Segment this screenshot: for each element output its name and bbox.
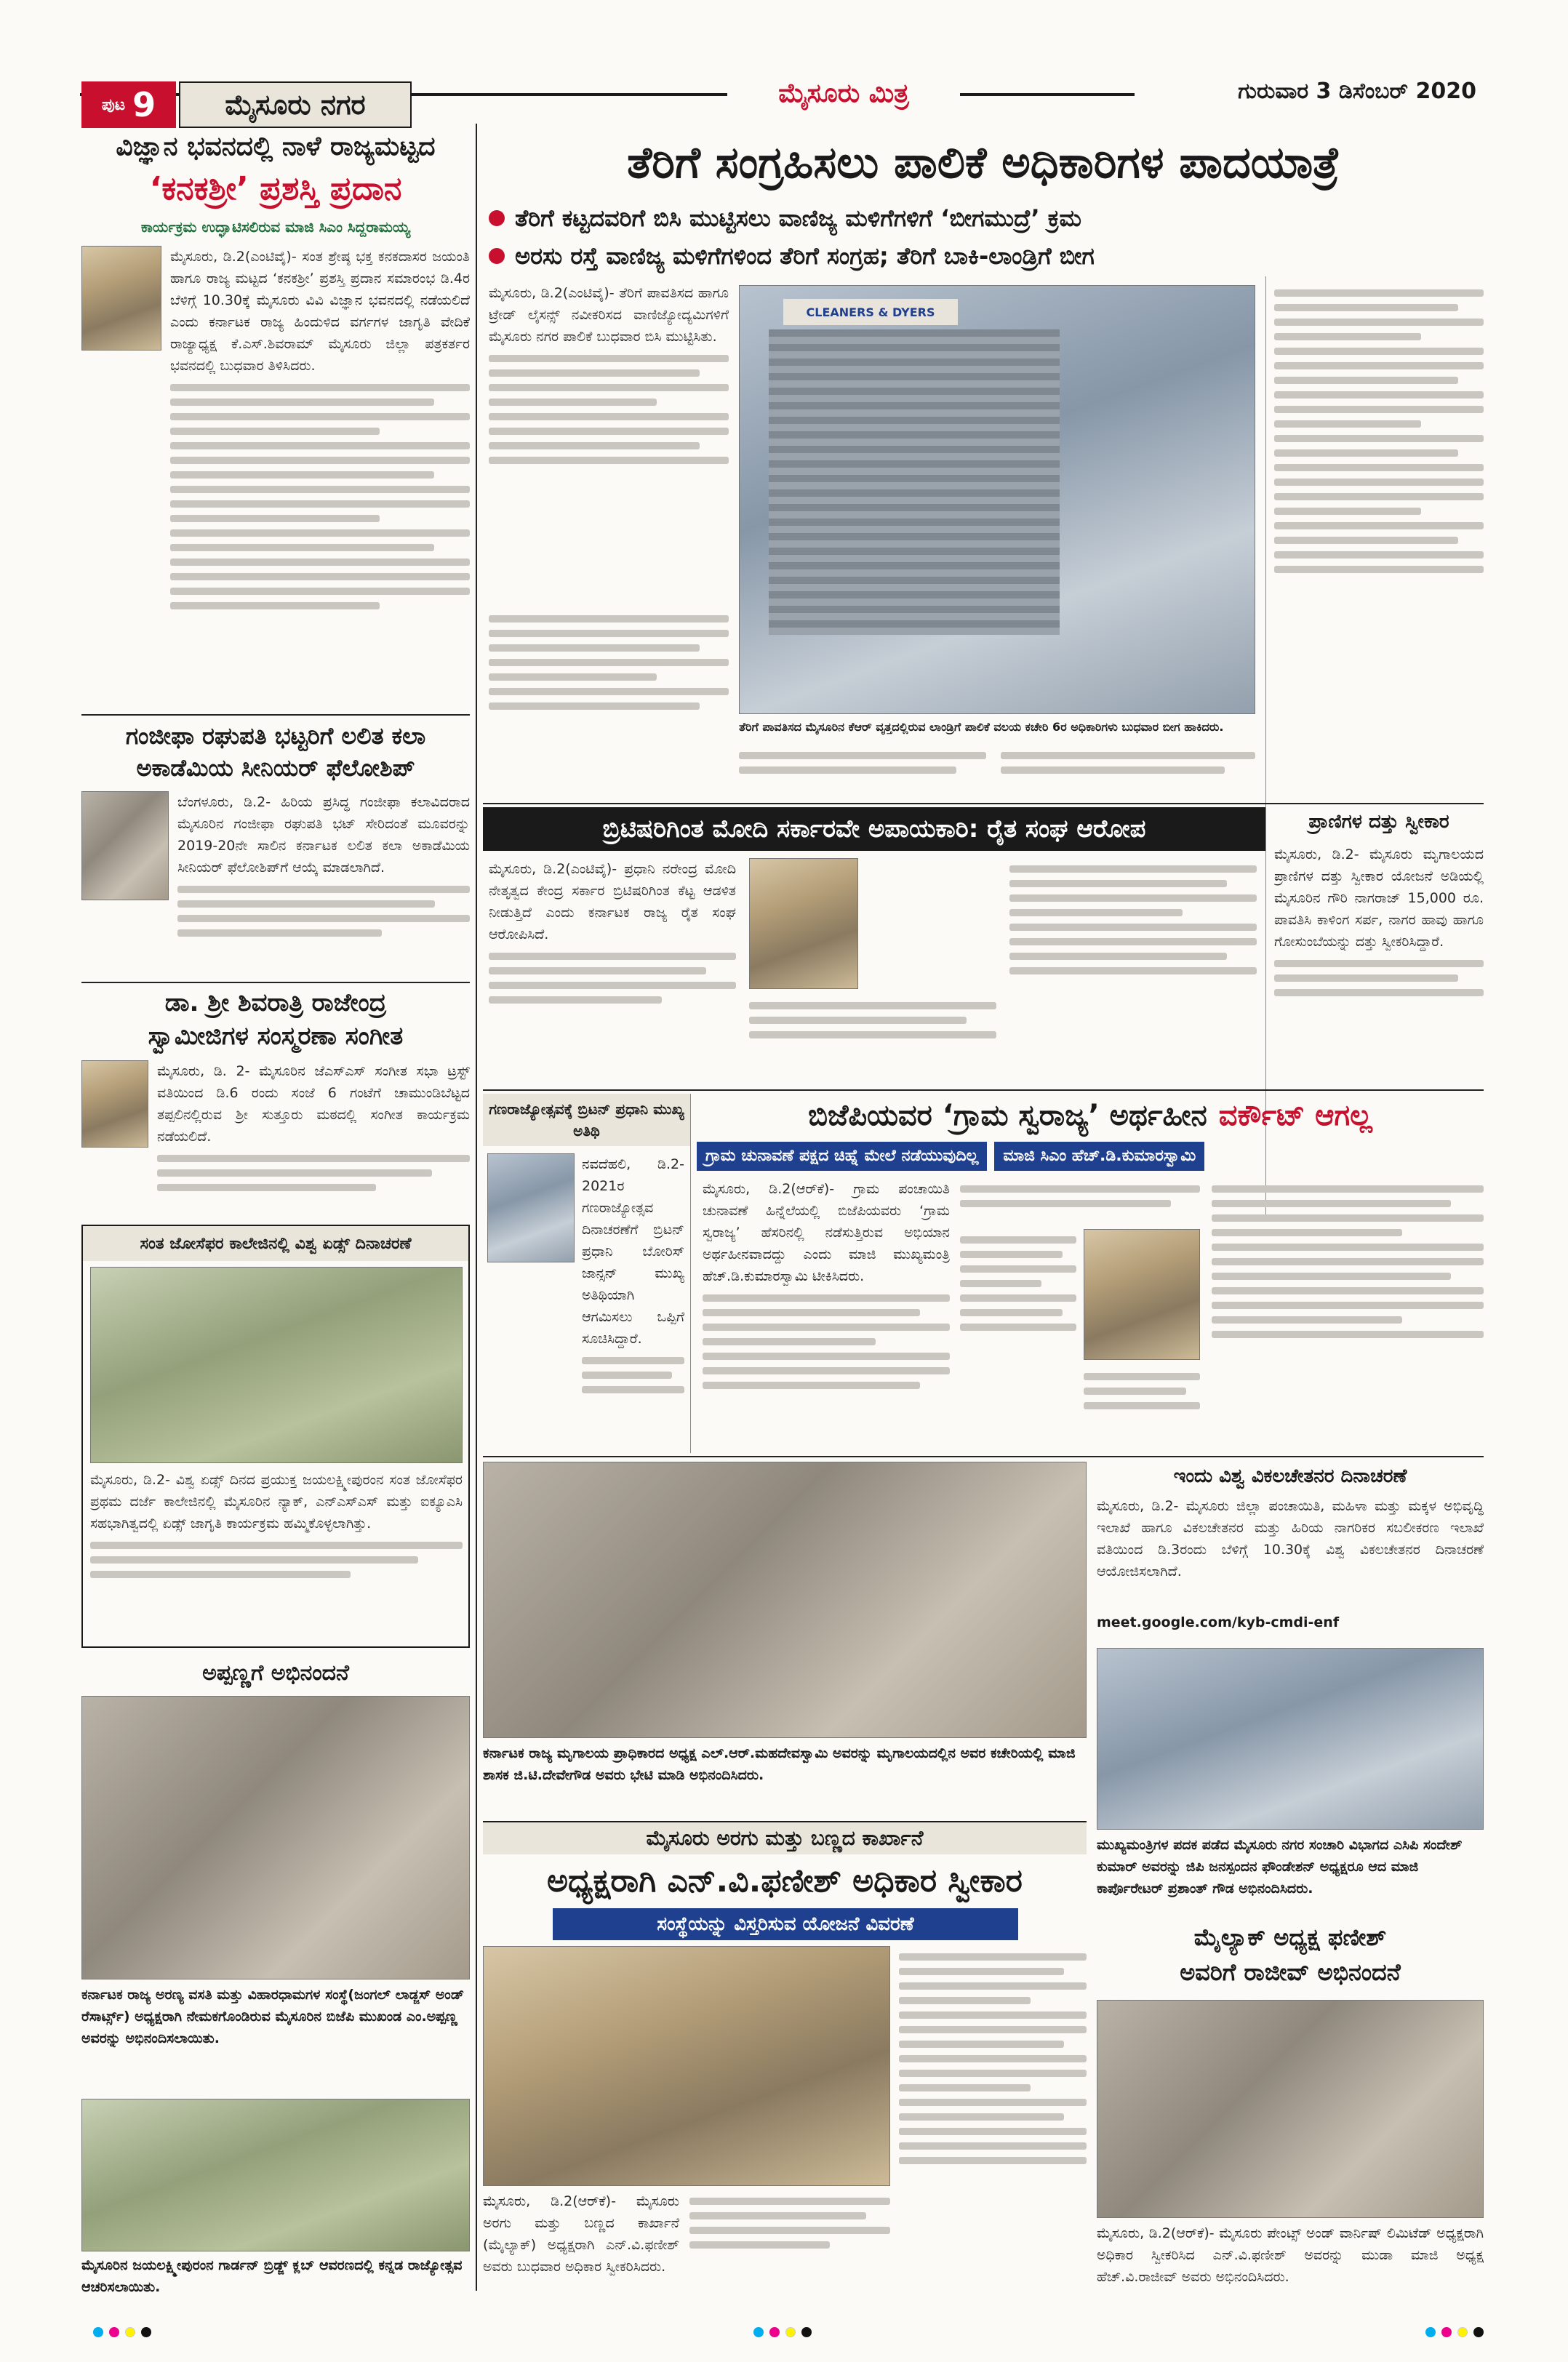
bullet-dot-icon (489, 248, 505, 264)
boris-body (582, 1153, 690, 1437)
sandesh-kumar-caption (1097, 1834, 1484, 1914)
lead-body-col4 (1001, 745, 1255, 803)
story-divider (483, 803, 1484, 804)
sandesh-kumar-photo (1097, 1648, 1484, 1830)
lead-headline (483, 128, 1484, 198)
bullet-dot-icon (489, 210, 505, 226)
aids-day-headline-bar (83, 1226, 468, 1261)
kumaraswamy-photo (1084, 1229, 1200, 1360)
gram-headline-red: ವರ್ಕೌಟ್ ಆಗಲ್ಲ (1218, 1099, 1372, 1132)
story-divider (483, 1089, 1484, 1091)
lead-bullet-1-text: ತೆರಿಗೆ ಕಟ್ಟದವರಿಗೆ ಬಿಸಿ ಮುಟ್ಟಿಸಲು ವಾಣಿಜ್ಯ ಮಳಿಗೆಗಳಿಗೆ ‘ಬೀಗಮುದ್ರೆ’ ಕ್ರಮ (515, 204, 1081, 232)
ganjifa-dateline: ಬೆಂಗಳೂರು, ಡಿ.2- ಹಿರಿಯ ಪ್ರಸಿದ್ಧ ಗಂಜೀಫಾ ಕಲಾವಿದರಾದ ಮೈಸೂರಿನ ಗಂಜೀಫಾ ರಘುಪತಿ ಭಟ್ ಸೇರಿದಂತೆ ಮೂವರನ್ನು 2019-20ನೇ ಸಾಲಿನ ಕರ್ನಾಟಕ ಲಲಿತ ಕಲಾ ಅಕಾಡೆಮಿಯ ಸೀನಿಯರ್ ಫೆಲೋಶಿಪ್‌ಗೆ ಆಯ್ಕೆ ಮಾಡಲಾಗಿದೆ. (177, 794, 470, 876)
farmers-headline: ಬ್ರಿಟಿಷರಿಗಿಂತ ಮೋದಿ ಸರ್ಕಾರವೇ ಅಪಾಯಕಾರಿ: ರೈತ ಸಂಘ ಆರೋಪ (602, 814, 1146, 844)
gram-body-col1 (703, 1178, 950, 1447)
mylac-body (1097, 2222, 1484, 2298)
registration-mark (109, 2327, 119, 2337)
registration-mark (1473, 2327, 1484, 2337)
raghupathi-bhat-photo (81, 791, 169, 900)
shop-sign-text: CLEANERS & DYERS (806, 305, 935, 319)
lead-bullet-1 (489, 201, 1484, 236)
swamiji-photo (81, 1060, 148, 1148)
ganjifa-body (177, 791, 470, 973)
zoo-authority-caption (483, 1742, 1087, 1815)
zoo-adoption-article (1274, 807, 1484, 1084)
mylac-article-head (1097, 1920, 1484, 1993)
mylac-headline: ಅವರಿಗೆ ರಾಜೀವ್ ಅಭಿನಂದನೆ (1180, 1958, 1401, 1986)
laundry-lock-caption (739, 717, 1255, 740)
lead-body-col2 (489, 608, 729, 797)
phanish-kicker: ಮೈಸೂರು ಅರಗು ಮತ್ತು ಬಣ್ಣದ ಕಾರ್ಖಾನೆ (646, 1826, 924, 1850)
gram-body-col2c (1084, 1366, 1200, 1447)
mylac-felicitation-photo (1097, 2000, 1484, 2218)
lead-bullet-2 (489, 239, 1484, 273)
gram-pill-1 (697, 1142, 987, 1171)
phanish-office-photo (483, 1946, 890, 2186)
gram-dateline: ಮೈಸೂರು, ಡಿ.2(ಆರ್‌ಕೆ)- ಗ್ರಾಮ ಪಂಚಾಯಿತಿ ಚುನಾವಣೆ ಹಿನ್ನೆಲೆಯಲ್ಲಿ ಬಿಜೆಪಿಯವರು ‘ಗ್ರಾಮ ಸ್ವರಾಜ್ಯ’ ಹೆಸರಿನಲ್ಲಿ ನಡೆಸುತ್ತಿರುವ ಅಭಿಯಾನ ಅರ್ಥಹೀನವಾದದ್ದು ಎಂದು ಮಾಜಿ ಮುಖ್ಯಮಂತ್ರಿ ಹೆಚ್.ಡಿ.ಕುಮಾರಸ್ವಾಮಿ ಟೀಕಿಸಿದರು. (703, 1181, 950, 1284)
phanish-subhead: ಸಂಸ್ಥೆಯನ್ನು ವಿಸ್ತರಿಸುವ ಯೋಜನೆ ವಿವರಣೆ (657, 1913, 914, 1935)
zoo-adoption-headline: ಪ್ರಾಣಿಗಳ ದತ್ತು ಸ್ವೀಕಾರ (1308, 811, 1449, 833)
ganjifa-kicker: ಗಂಜೀಫಾ ರಘುಪತಿ ಭಟ್ಟರಿಗೆ ಲಲಿತ ಕಲಾ (125, 722, 426, 750)
gram-pills (697, 1142, 1484, 1171)
sandesh-kumar-caption-text: ಮುಖ್ಯಮಂತ್ರಿಗಳ ಪದಕ ಪಡೆದ ಮೈಸೂರು ನಗರ ಸಂಚಾರಿ ವಿಭಾಗದ ಎಸಿಪಿ ಸಂದೇಶ್ ಕುಮಾರ್ ಅವರನ್ನು ಜಿಪಿ ಜನಸ್ಪಂದನ ಫೌಂಡೇಶನ್ ಅಧ್ಯಕ್ಷರೂ ಆದ ಮಾಜಿ ಕಾರ್ಪೊರೇಟರ್ ಪ್ರಶಾಂತ್ ಗೌಡ ಅಭಿನಂದಿಸಿದರು. (1097, 1837, 1463, 1897)
registration-mark (1425, 2327, 1436, 2337)
farmers-headline-bar (483, 807, 1265, 851)
lead-headline-text: ತೆರಿಗೆ ಸಂಗ್ರಹಿಸಲು ಪಾಲಿಕೆ ಅಧಿಕಾರಿಗಳ ಪಾದಯಾತ್ರೆ (627, 137, 1340, 188)
aids-day-headline: ಸಂತ ಜೋಸೆಫರ ಕಾಲೇಜಿನಲ್ಲಿ ವಿಶ್ವ ಏಡ್ಸ್ ದಿನಾಚರಣೆ (140, 1234, 412, 1253)
boris-text: ನವದೆಹಲಿ, ಡಿ.2- 2021ರ ಗಣರಾಜ್ಯೋತ್ಸವ ದಿನಾಚರಣೆಗೆ ಬ್ರಿಟನ್ ಪ್ರಧಾನಿ ಬೋರಿಸ್ ಜಾನ್ಸನ್ ಮುಖ್ಯ ಅತಿಥಿಯಾಗಿ ಆಗಮಿಸಲು ಒಪ್ಪಿಗೆ ಸೂಚಿಸಿದ್ದಾರೆ. (582, 1156, 684, 1347)
garden-club-caption-text: ಮೈಸೂರಿನ ಜಯಲಕ್ಷ್ಮೀಪುರಂನ ಗಾರ್ಡನ್ ಬ್ರಿಡ್ಜ್ ಕ್ಲಬ್ ಆವರಣದಲ್ಲಿ ಕನ್ನಡ ರಾಜ್ಯೋತ್ಸವ ಆಚರಿಸಲಾಯಿತು. (81, 2257, 463, 2295)
mylac-kicker: ಮೈಲ್ಯಾಕ್ ಅಧ್ಯಕ್ಷ ಫಣೀಶ್ (1193, 1923, 1387, 1951)
shop-shutter (769, 329, 1060, 635)
registration-mark (753, 2327, 764, 2337)
issue-date-text: ಗುರುವಾರ 3 ಡಿಸೆಂಬರ್ 2020 (1238, 79, 1476, 104)
zoo-adoption-body (1274, 844, 1484, 1076)
kanakashri-kicker: ವಿಜ್ಞಾನ ಭವನದಲ್ಲಿ ನಾಳೆ ರಾಜ್ಯಮಟ್ಟದ (116, 132, 436, 161)
paper-name (727, 79, 960, 122)
phanish-headline: ಅಧ್ಯಕ್ಷರಾಗಿ ಎನ್.ವಿ.ಫಣೀಶ್ ಅಧಿಕಾರ ಸ್ವೀಕಾರ (547, 1862, 1023, 1899)
appanna-headline-bar (81, 1655, 470, 1690)
aids-day-body (90, 1469, 463, 1644)
phanish-kicker-bar (483, 1821, 1087, 1854)
meet-link[interactable] (1097, 1612, 1484, 1633)
gram-headline-black: ಬಿಜೆಪಿಯವರ ‘ಗ್ರಾಮ ಸ್ವರಾಜ್ಯ’ ಅರ್ಥಹೀನ (808, 1099, 1207, 1132)
laundry-lock-photo (739, 285, 1255, 714)
page-number: 9 (132, 85, 156, 124)
kanakashri-body (170, 246, 470, 711)
meet-link-text[interactable]: meet.google.com/kyb-cmdi-enf (1097, 1614, 1340, 1630)
phanish-body-col3 (899, 1946, 1087, 2298)
gram-body-col3 (1212, 1178, 1484, 1447)
section-label (179, 81, 412, 128)
mylac-text: ಮೈಸೂರು, ಡಿ.2(ಆರ್‌ಕೆ)- ಮೈಸೂರು ಪೇಂಟ್ಸ್ ಅಂಡ್ ವಾರ್ನಿಷ್ ಲಿಮಿಟೆಡ್ ಅಧ್ಯಕ್ಷರಾಗಿ ಅಧಿಕಾರ ಸ್ವೀಕರಿಸಿದ ಎನ್.ವಿ.ಫಣೀಶ್ ಅವರನ್ನು ಮುಡಾ ಮಾಜಿ ಅಧ್ಯಕ್ಷ ಹೆಚ್.ವಿ.ರಾಜೀವ್ ಅವರು ಅಭಿನಂದಿಸಿದರು. (1097, 2225, 1484, 2285)
garden-club-caption (81, 2254, 470, 2298)
farmers-body-col1 (489, 858, 736, 1084)
aids-day-photo (90, 1267, 463, 1463)
gram-pill-2-text: ಮಾಜಿ ಸಿಎಂ ಹೆಚ್.ಡಿ.ಕುಮಾರಸ್ವಾಮಿ (1003, 1147, 1196, 1165)
disability-day-headline: ಇಂದು ವಿಶ್ವ ವಿಕಲಚೇತನರ ದಿನಾಚರಣೆ (1173, 1465, 1407, 1487)
lead-body-right (1274, 282, 1484, 791)
shivaratri-body (157, 1060, 470, 1213)
gram-pill-2 (994, 1142, 1204, 1171)
zoo-authority-photo (483, 1462, 1087, 1738)
phanish-dateline: ಮೈಸೂರು, ಡಿ.2(ಆರ್‌ಕೆ)- ಮೈಸೂರು ಅರಗು ಮತ್ತು ಬಣ್ಣದ ಕಾರ್ಖಾನೆ (ಮೈಲ್ಯಾಕ್) ಅಧ್ಯಕ್ಷರಾಗಿ ಎನ್.ವಿ.ಫಣೀಶ್ ಅವರು ಬುಧವಾರ ಅಧಿಕಾರ ಸ್ವೀಕರಿಸಿದರು. (483, 2193, 679, 2275)
lead-dateline: ಮೈಸೂರು, ಡಿ.2(ಎಂಟಿವೈ)- ತೆರಿಗೆ ಪಾವತಿಸದ ಹಾಗೂ ಟ್ರೇಡ್ ಲೈಸನ್ಸ್ ನವೀಕರಿಸದ ವಾಣಿಜ್ಯೋದ್ಯಮಿಗಳಿಗೆ ಮೈಸೂರು ನಗರ ಪಾಲಿಕೆ ಬುಧವಾರ ಬಿಸಿ ಮುಟ್ಟಿಸಿತು. (489, 285, 729, 345)
kanakashri-article (81, 129, 470, 708)
gram-pill-1-text: ಗ್ರಾಮ ಚುನಾವಣೆ ಪಕ್ಷದ ಚಿಹ್ನೆ ಮೇಲೆ ನಡೆಯುವುದಿಲ್ಲ (705, 1147, 979, 1165)
ganjifa-article (81, 720, 470, 974)
disability-day-body (1097, 1495, 1484, 1612)
gram-headline (697, 1094, 1484, 1137)
shop-signboard (783, 299, 958, 325)
phanish-body-col1 (483, 2190, 679, 2298)
disability-day-text: ಮೈಸೂರು, ಡಿ.2- ಮೈಸೂರು ಜಿಲ್ಲಾ ಪಂಚಾಯಿತಿ, ಮಹಿಳಾ ಮತ್ತು ಮಕ್ಕಳ ಅಭಿವೃದ್ಧಿ ಇಲಾಖೆ ಹಾಗೂ ವಿಕಲಚೇತನರ ಮತ್ತು ಹಿರಿಯ ನಾಗರಿಕರ ಸಬಲೀಕರಣ ಇಲಾಖೆ ವತಿಯಿಂದ ಡಿ.3ರಂದು ಬೆಳಿಗ್ಗೆ 10.30ಕ್ಕೆ ವಿಶ್ವ ವಿಕಲಚೇತನರ ದಿನಾಚರಣೆ ಆಯೋಜಿಸಲಾಗಿದೆ. (1097, 1498, 1484, 1580)
page-number-badge (81, 81, 176, 128)
ganjifa-headline: ಅಕಾಡೆಮಿಯ ಸೀನಿಯರ್ ಫೆಲೋಶಿಪ್ (136, 754, 415, 782)
appanna-photo (81, 1696, 470, 1979)
garden-club-photo (81, 2099, 470, 2251)
column-divider (1265, 276, 1266, 1214)
phanish-body-col2 (689, 2190, 890, 2298)
registration-mark (125, 2327, 135, 2337)
siddaramaiah-photo (81, 246, 161, 351)
shivaratri-kicker: ಡಾ. ಶ್ರೀ ಶಿವರಾತ್ರಿ ರಾಜೇಂದ್ರ (164, 988, 387, 1017)
phanish-headline-wrap (483, 1857, 1087, 1905)
registration-mark (93, 2327, 103, 2337)
shivaratri-article (81, 986, 470, 1219)
zoo-authority-caption-text: ಕರ್ನಾಟಕ ರಾಜ್ಯ ಮೃಗಾಲಯ ಪ್ರಾಧಿಕಾರದ ಅಧ್ಯಕ್ಷ ಎಲ್.ಆರ್.ಮಹದೇವಸ್ವಾಮಿ ಅವರನ್ನು ಮೃಗಾಲಯದಲ್ಲಿನ ಅವರ ಕಚೇರಿಯಲ್ಲಿ ಮಾಜಿ ಶಾಸಕ ಜಿ.ಟಿ.ದೇವೇಗೌಡ ಅವರು ಭೇಟಿ ಮಾಡಿ ಅಭಿನಂದಿಸಿದರು. (483, 1745, 1076, 1783)
phanish-subhead-bar (553, 1908, 1018, 1940)
story-divider (81, 714, 470, 716)
appanna-caption-text: ಕರ್ನಾಟಕ ರಾಜ್ಯ ಅರಣ್ಯ ವಸತಿ ಮತ್ತು ವಿಹಾರಧಾಮಗಳ ಸಂಸ್ಥೆ(ಜಂಗಲ್ ಲಾಡ್ಜಸ್ ಅಂಡ್ ರೆಸಾರ್ಟ್ಸ್) ಅಧ್ಯಕ್ಷರಾಗಿ ನೇಮಕಗೊಂಡಿರುವ ಮೈಸೂರಿನ ಬಿಜೆಪಿ ಮುಖಂಡ ಎಂ.ಅಪ್ಪಣ್ಣ ಅವರನ್ನು ಅಭಿನಂದಿಸಲಾಯಿತು. (81, 1987, 465, 2046)
farmers-dateline: ಮೈಸೂರು, ಡಿ.2(ಎಂಟಿವೈ)- ಪ್ರಧಾನಿ ನರೇಂದ್ರ ಮೋದಿ ನೇತೃತ್ವದ ಕೇಂದ್ರ ಸರ್ಕಾರ ಬ್ರಿಟಿಷರಿಗಿಂತ ಕೆಟ್ಟ ಆಡಳಿತ ನೀಡುತ್ತಿದೆ ಎಂದು ಕರ್ನಾಟಕ ರಾಜ್ಯ ರೈತ ಸಂಘ ಆರೋಪಿಸಿದೆ. (489, 861, 736, 942)
disability-day-article (1097, 1462, 1484, 1644)
lead-body-col3 (739, 745, 986, 803)
registration-mark (801, 2327, 812, 2337)
appanna-headline: ಅಪ್ಪಣ್ಣಗೆ ಅಭಿನಂದನೆ (202, 1660, 349, 1686)
kanakashri-subhead: ಕಾರ್ಯಕ್ರಮ ಉದ್ಘಾಟಿಸಲಿರುವ ಮಾಜಿ ಸಿಎಂ ಸಿದ್ದರಾಮಯ್ಯ (140, 218, 411, 236)
column-divider (476, 124, 477, 2291)
section-city: ಮೈಸೂರು ನಗರ (225, 88, 366, 121)
boris-kicker: ಗಣರಾಜ್ಯೋತ್ಸವಕ್ಕೆ ಬ್ರಿಟನ್ ಪ್ರಧಾನಿ ಮುಖ್ಯ ಅತಿಥಿ (483, 1094, 690, 1146)
kanakashri-dateline: ಮೈಸೂರು, ಡಿ.2(ಎಂಟಿವೈ)- ಸಂತ ಶ್ರೇಷ್ಠ ಭಕ್ತ ಕನಕದಾಸರ ಜಯಂತಿ ಹಾಗೂ ರಾಜ್ಯ ಮಟ್ಟದ ‘ಕನಕಶ್ರೀ’ ಪ್ರಶಸ್ತಿ ಪ್ರದಾನ ಸಮಾರಂಭ ಡಿ.4ರ ಬೆಳಿಗ್ಗೆ 10.30ಕ್ಕೆ ಮೈಸೂರು ವಿವಿ ವಿಜ್ಞಾನ ಭವನದಲ್ಲಿ ನಡೆಯಲಿದೆ ಎಂದು ಕರ್ನಾಟಕ ರಾಜ್ಯ ಹಿಂದುಳಿದ ವರ್ಗಗಳ ಜಾಗೃತಿ ವೇದಿಕೆ ರಾಜ್ಯಾಧ್ಯಕ್ಷ ಕೆ.ಎಸ್.ಶಿವರಾಮ್ ಮೈಸೂರು ಜಿಲ್ಲಾ ಪತ್ರಕರ್ತರ ಭವನದಲ್ಲಿ ಬುಧವಾರ ತಿಳಿಸಿದರು. (170, 249, 470, 374)
lead-body-col1 (489, 282, 729, 602)
page-label: ಪುಟ (101, 95, 126, 114)
boris-article (483, 1094, 691, 1453)
lead-bullet-2-text: ಅರಸು ರಸ್ತೆ ವಾಣಿಜ್ಯ ಮಳಿಗೆಗಳಿಂದ ತೆರಿಗೆ ಸಂಗ್ರಹ; ತೆರಿಗೆ ಬಾಕಿ-ಲಾಂಡ್ರಿಗೆ ಬೀಗ (515, 241, 1095, 270)
aids-day-text: ಮೈಸೂರು, ಡಿ.2- ವಿಶ್ವ ಏಡ್ಸ್ ದಿನದ ಪ್ರಯುಕ್ತ ಜಯಲಕ್ಷ್ಮೀಪುರಂನ ಸಂತ ಜೋಸೆಫರ ಪ್ರಥಮ ದರ್ಜೆ ಕಾಲೇಜಿನಲ್ಲಿ ಮೈಸೂರಿನ ನ್ಯಾಕ್, ಎನ್‌ಎಸ್‌ಎಸ್ ಮತ್ತು ಐಕ್ಯೂಎಸಿ ಸಹಭಾಗಿತ್ವದಲ್ಲಿ ಏಡ್ಸ್ ಜಾಗೃತಿ ಕಾರ್ಯಕ್ರಮ ಹಮ್ಮಿಕೊಳ್ಳಲಾಗಿತ್ತು. (90, 1472, 463, 1532)
farmers-body-col2 (749, 995, 996, 1082)
registration-mark (1441, 2327, 1452, 2337)
gram-body-col2b (960, 1229, 1076, 1447)
paper-name-text: ಮೈಸೂರು ಮಿತ್ರ (778, 79, 909, 108)
story-divider (81, 982, 470, 983)
appanna-caption (81, 1984, 470, 2093)
registration-mark (141, 2327, 151, 2337)
registration-mark (785, 2327, 796, 2337)
farmers-body-col3 (1009, 858, 1257, 1084)
issue-date (1135, 79, 1484, 122)
laundry-lock-caption-text: ತೆರಿಗೆ ಪಾವತಿಸದ ಮೈಸೂರಿನ ಕೆಆರ್ ವೃತ್ತದಲ್ಲಿರುವ ಲಾಂಡ್ರಿಗೆ ಪಾಲಿಕೆ ವಲಯ ಕಚೇರಿ 6ರ ಅಧಿಕಾರಿಗಳು ಬುಧವಾರ ಬೀಗ ಹಾಕಿದರು. (739, 720, 1224, 734)
registration-mark (1457, 2327, 1468, 2337)
zoo-adoption-text: ಮೈಸೂರು, ಡಿ.2- ಮೈಸೂರು ಮೃಗಾಲಯದ ಪ್ರಾಣಿಗಳ ದತ್ತು ಸ್ವೀಕಾರ ಯೋಜನೆ ಅಡಿಯಲ್ಲಿ ಮೈಸೂರಿನ ಗೌರಿ ನಾಗರಾಜ್ 15,000 ರೂ. ಪಾವತಿಸಿ ಕಾಳಿಂಗ ಸರ್ಪ, ನಾಗರ ಹಾವು ಹಾಗೂ ಗೋಸುಂಬೆಯನ್ನು ದತ್ತು ಸ್ವೀಕರಿಸಿದ್ದಾರೆ. (1274, 846, 1484, 950)
farmer-leader-photo (749, 858, 858, 989)
story-divider (483, 1456, 1484, 1457)
registration-mark (769, 2327, 780, 2337)
shivaratri-dateline: ಮೈಸೂರು, ಡಿ. 2- ಮೈಸೂರಿನ ಜೆಎಸ್‌ಎಸ್ ಸಂಗೀತ ಸಭಾ ಟ್ರಸ್ಟ್ ವತಿಯಿಂದ ಡಿ.6 ರಂದು ಸಂಜೆ 6 ಗಂಟೆಗೆ ಚಾಮುಂಡಿಬೆಟ್ಟದ ತಪ್ಪಲಿನಲ್ಲಿರುವ ಶ್ರೀ ಸುತ್ತೂರು ಮಠದಲ್ಲಿ ಸಂಗೀತ ಕಾರ್ಯಕ್ರಮ ನಡೆಯಲಿದೆ. (157, 1063, 470, 1145)
boris-johnson-photo (487, 1153, 575, 1262)
shivaratri-headline: ಸ್ವಾಮೀಜಿಗಳ ಸಂಸ್ಮರಣಾ ಸಂಗೀತ (148, 1022, 404, 1051)
kanakashri-headline: ‘ಕನಕಶ್ರೀ’ ಪ್ರಶಸ್ತಿ ಪ್ರದಾನ (149, 170, 402, 207)
gram-body-col2 (960, 1178, 1200, 1222)
